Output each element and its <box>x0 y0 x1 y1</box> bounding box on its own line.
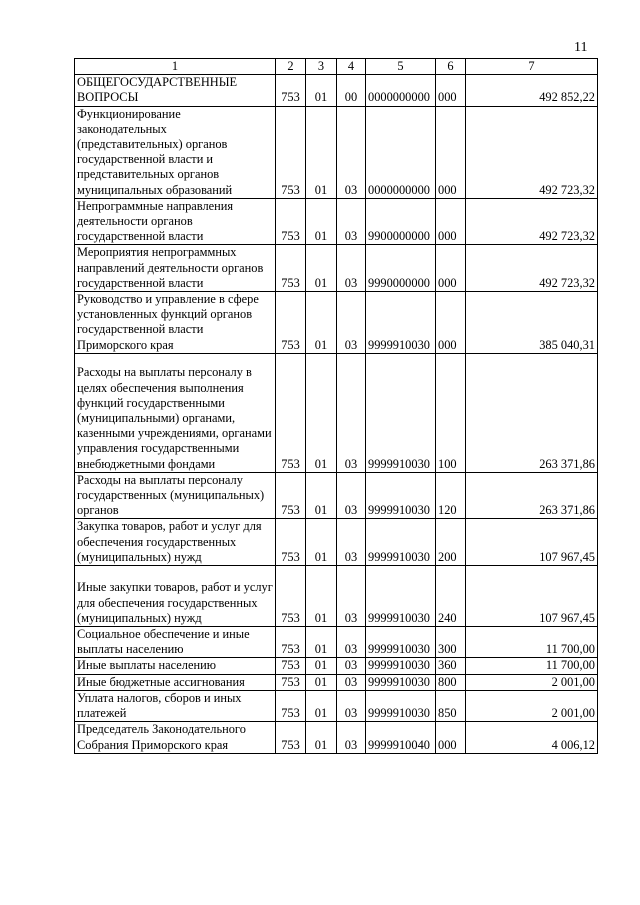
row-subsection: 03 <box>337 353 366 472</box>
row-expense-type: 000 <box>436 722 466 753</box>
row-target-article: 9999910030 <box>366 353 436 472</box>
row-section: 01 <box>306 472 337 519</box>
row-subsection: 03 <box>337 658 366 674</box>
row-target-article: 9999910040 <box>366 722 436 753</box>
row-grbs: 753 <box>276 292 306 354</box>
table-row <box>75 245 598 292</box>
row-target-article: 0000000000 <box>366 106 436 198</box>
row-section: 01 <box>306 722 337 753</box>
row-section: 01 <box>306 566 337 627</box>
row-subsection: 03 <box>337 472 366 519</box>
row-amount: 107 967,45 <box>466 519 598 566</box>
table-row <box>75 627 598 658</box>
row-expense-type: 000 <box>436 106 466 198</box>
row-target-article: 9999910030 <box>366 292 436 354</box>
table-row <box>75 106 598 198</box>
row-subsection: 03 <box>337 674 366 690</box>
row-name: Мероприятия непрограммных направлений деятельности органов государственной власти <box>75 245 276 292</box>
row-amount: 263 371,86 <box>466 472 598 519</box>
table-row <box>75 722 598 753</box>
row-amount: 492 723,32 <box>466 106 598 198</box>
row-section: 01 <box>306 245 337 292</box>
header-cell: 6 <box>436 59 466 75</box>
table-row <box>75 198 598 245</box>
row-amount: 2 001,00 <box>466 674 598 690</box>
row-name: Руководство и управление в сфере установленных функций органов государственной власти Приморского края <box>75 292 276 354</box>
row-section: 01 <box>306 106 337 198</box>
row-grbs: 753 <box>276 566 306 627</box>
table-row <box>75 674 598 690</box>
row-name: Иные выплаты населению <box>75 658 276 674</box>
row-grbs: 753 <box>276 519 306 566</box>
row-expense-type: 120 <box>436 472 466 519</box>
row-section: 01 <box>306 519 337 566</box>
row-expense-type: 000 <box>436 245 466 292</box>
row-name: Закупка товаров, работ и услуг для обеспечения государственных (муниципальных) нужд <box>75 519 276 566</box>
row-section: 01 <box>306 353 337 472</box>
row-target-article: 9999910030 <box>366 690 436 721</box>
row-name: Расходы на выплаты персоналу государственных (муниципальных) органов <box>75 472 276 519</box>
row-name: Непрограммные направления деятельности органов государственной власти <box>75 198 276 245</box>
row-subsection: 03 <box>337 627 366 658</box>
row-expense-type: 000 <box>436 198 466 245</box>
table-row <box>75 690 598 721</box>
row-amount: 11 700,00 <box>466 627 598 658</box>
row-section: 01 <box>306 198 337 245</box>
row-expense-type: 000 <box>436 292 466 354</box>
table-row <box>75 472 598 519</box>
row-subsection: 03 <box>337 566 366 627</box>
row-name: Социальное обеспечение и иные выплаты населению <box>75 627 276 658</box>
row-grbs: 753 <box>276 658 306 674</box>
row-subsection: 03 <box>337 292 366 354</box>
row-expense-type: 360 <box>436 658 466 674</box>
row-target-article: 9990000000 <box>366 245 436 292</box>
table-row <box>75 658 598 674</box>
row-section: 01 <box>306 75 337 106</box>
row-subsection: 03 <box>337 519 366 566</box>
row-grbs: 753 <box>276 75 306 106</box>
row-grbs: 753 <box>276 472 306 519</box>
row-name: Расходы на выплаты персоналу в целях обеспечения выполнения функций государственными (муниципальными) органами, казенными учреждениями, органами управления государственными внебюджетными фондами <box>75 353 276 472</box>
row-subsection: 03 <box>337 245 366 292</box>
row-amount: 4 006,12 <box>466 722 598 753</box>
row-target-article: 9900000000 <box>366 198 436 245</box>
header-cell: 4 <box>337 59 366 75</box>
row-amount: 107 967,45 <box>466 566 598 627</box>
row-expense-type: 800 <box>436 674 466 690</box>
row-grbs: 753 <box>276 353 306 472</box>
row-section: 01 <box>306 674 337 690</box>
row-name: ОБЩЕГОСУДАРСТВЕННЫЕ ВОПРОСЫ <box>75 75 276 106</box>
row-subsection: 03 <box>337 106 366 198</box>
row-target-article: 9999910030 <box>366 658 436 674</box>
row-subsection: 03 <box>337 198 366 245</box>
row-target-article: 9999910030 <box>366 627 436 658</box>
header-cell: 7 <box>466 59 598 75</box>
row-grbs: 753 <box>276 722 306 753</box>
row-amount: 263 371,86 <box>466 353 598 472</box>
table-row <box>75 353 598 472</box>
header-cell: 1 <box>75 59 276 75</box>
header-cell: 2 <box>276 59 306 75</box>
row-target-article: 9999910030 <box>366 566 436 627</box>
row-expense-type: 850 <box>436 690 466 721</box>
row-target-article: 9999910030 <box>366 674 436 690</box>
row-expense-type: 000 <box>436 75 466 106</box>
row-name: Иные бюджетные ассигнования <box>75 674 276 690</box>
page-number: 11 <box>574 40 588 55</box>
row-subsection: 03 <box>337 690 366 721</box>
row-name: Уплата налогов, сборов и иных платежей <box>75 690 276 721</box>
row-expense-type: 240 <box>436 566 466 627</box>
row-expense-type: 100 <box>436 353 466 472</box>
row-grbs: 753 <box>276 674 306 690</box>
row-amount: 11 700,00 <box>466 658 598 674</box>
table-row <box>75 566 598 627</box>
row-amount: 492 723,32 <box>466 198 598 245</box>
row-section: 01 <box>306 658 337 674</box>
row-amount: 492 852,22 <box>466 75 598 106</box>
row-grbs: 753 <box>276 106 306 198</box>
row-name: Функционирование законодательных (представительных) органов государственной власти и представительных органов муниципальных образований <box>75 106 276 198</box>
row-amount: 385 040,31 <box>466 292 598 354</box>
row-target-article: 9999910030 <box>366 472 436 519</box>
row-target-article: 9999910030 <box>366 519 436 566</box>
row-grbs: 753 <box>276 245 306 292</box>
row-section: 01 <box>306 627 337 658</box>
row-section: 01 <box>306 292 337 354</box>
row-amount: 492 723,32 <box>466 245 598 292</box>
row-expense-type: 200 <box>436 519 466 566</box>
row-subsection: 03 <box>337 722 366 753</box>
row-grbs: 753 <box>276 690 306 721</box>
row-amount: 2 001,00 <box>466 690 598 721</box>
row-subsection: 00 <box>337 75 366 106</box>
table-header-row <box>75 59 598 75</box>
table-row <box>75 292 598 354</box>
table-row <box>75 519 598 566</box>
row-name: Иные закупки товаров, работ и услуг для обеспечения государственных (муниципальных) нужд <box>75 566 276 627</box>
budget-table <box>74 58 598 754</box>
row-section: 01 <box>306 690 337 721</box>
row-expense-type: 300 <box>436 627 466 658</box>
header-cell: 3 <box>306 59 337 75</box>
header-cell: 5 <box>366 59 436 75</box>
row-target-article: 0000000000 <box>366 75 436 106</box>
row-grbs: 753 <box>276 198 306 245</box>
row-name: Председатель Законодательного Собрания Приморского края <box>75 722 276 753</box>
table-row <box>75 75 598 106</box>
row-grbs: 753 <box>276 627 306 658</box>
